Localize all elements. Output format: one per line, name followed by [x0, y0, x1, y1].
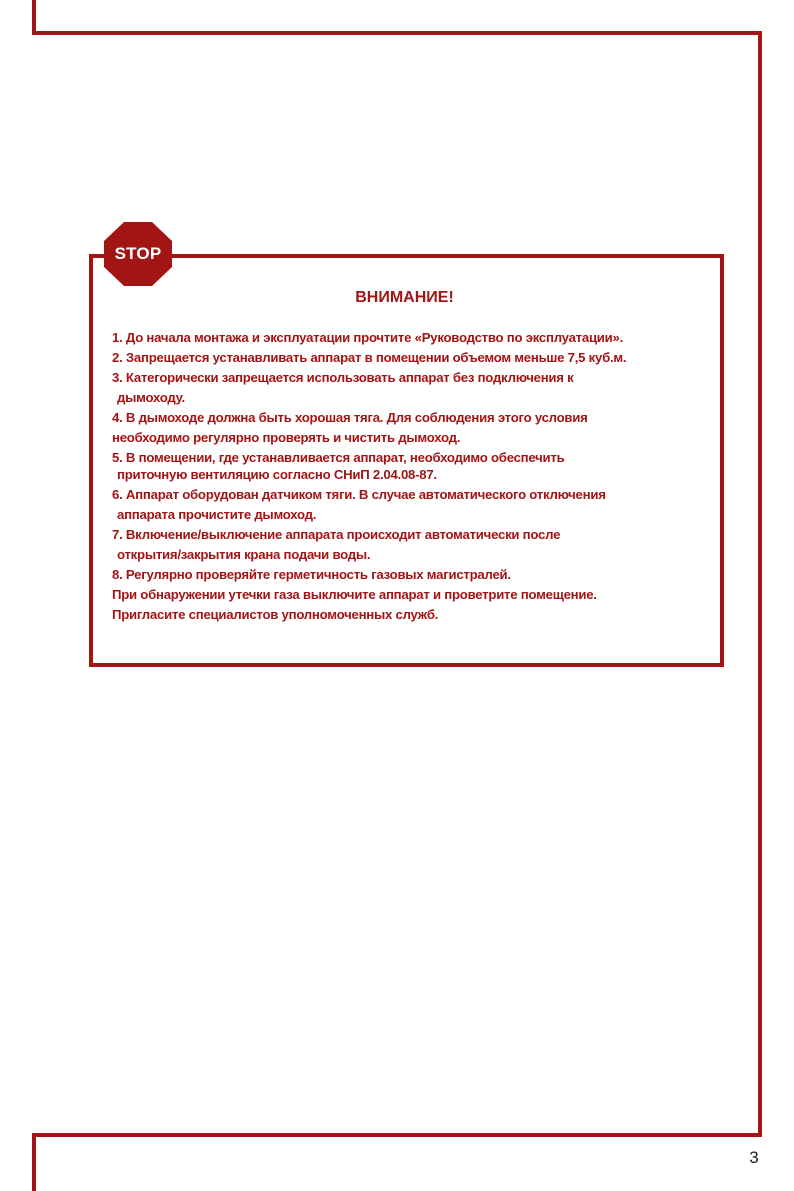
- stop-label: STOP: [114, 244, 162, 263]
- specialists-instruction: [112, 605, 712, 625]
- rule-line: 1. До начала монтажа и эксплуатации прочтите «Руководство по эксплуатации».: [112, 330, 624, 345]
- rule-line: 5. В помещении, где устанавливается аппарат, необходимо обеспечить: [112, 450, 565, 465]
- rule-line: приточную вентиляцию согласно СНиП 2.04.08-87.: [117, 467, 437, 482]
- gas-leak-instruction: [112, 585, 712, 605]
- rule-line: 2. Запрещается устанавливать аппарат в помещении объемом меньше 7,5 куб.м.: [112, 350, 627, 365]
- rule-line: 6. Аппарат оборудован датчиком тяги. В случае автоматического отключения: [112, 487, 606, 502]
- safety-rules-list: [112, 328, 712, 625]
- rule-line: 7. Включение/выключение аппарата происходит автоматически после: [112, 527, 561, 542]
- frame-top-left-vertical: [32, 0, 36, 35]
- rule-line: При обнаружении утечки газа выключите аппарат и проветрите помещение.: [112, 587, 597, 602]
- rule-line: Пригласите специалистов уполномоченных служб.: [112, 607, 439, 622]
- rule-3: [112, 368, 712, 408]
- rule-line: аппарата прочистите дымоход.: [117, 507, 317, 522]
- rule-2: [112, 348, 712, 368]
- rule-line: необходимо регулярно проверять и чистить дымоход.: [112, 430, 461, 445]
- rule-1: [112, 328, 712, 348]
- rule-4: [112, 408, 712, 448]
- rule-line: 4. В дымоходе должна быть хорошая тяга. Для соблюдения этого условия: [112, 410, 588, 425]
- rule-line: дымоходу.: [117, 390, 185, 405]
- rule-5: [112, 449, 712, 483]
- page-title: ВНИМАНИЕ!: [355, 289, 454, 306]
- rule-line: 3. Категорически запрещается использовать аппарат без подключения к: [112, 370, 574, 385]
- page-number: 3: [749, 1148, 759, 1167]
- rule-8: [112, 565, 712, 585]
- frame-bottom-horizontal: [32, 1133, 762, 1137]
- rule-line: 8. Регулярно проверяйте герметичность газовых магистралей.: [112, 567, 511, 582]
- rule-7: [112, 525, 712, 565]
- frame-bottom-left-vertical: [32, 1133, 36, 1191]
- frame-right-vertical: [758, 31, 762, 1137]
- stop-sign: [104, 222, 172, 286]
- frame-top-horizontal: [32, 31, 762, 35]
- rule-line: открытия/закрытия крана подачи воды.: [117, 547, 371, 562]
- rule-6: [112, 485, 712, 525]
